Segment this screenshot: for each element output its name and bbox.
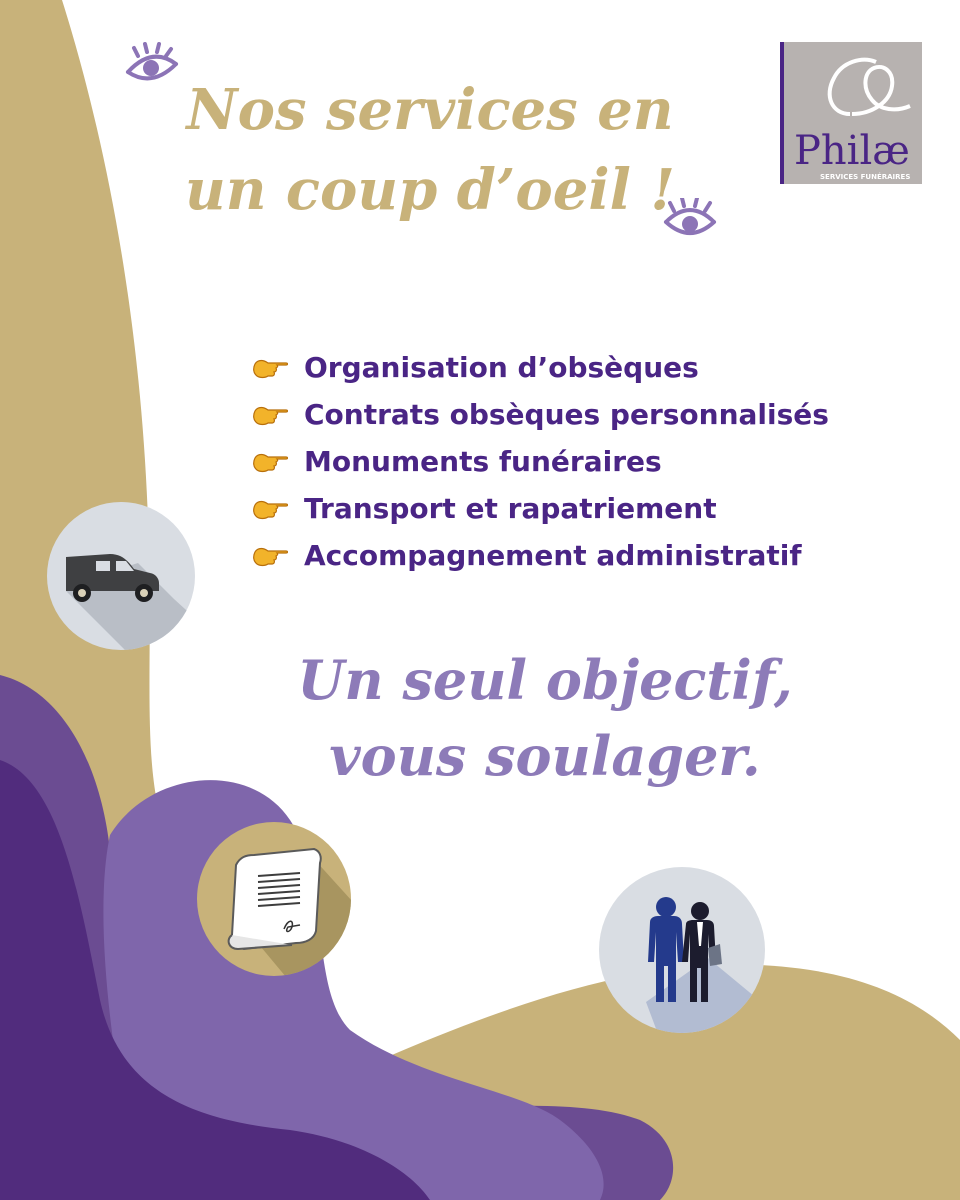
contract-scroll-icon	[196, 821, 352, 977]
logo-name: Philæ	[794, 128, 910, 174]
title-line-1: Nos services en	[186, 77, 674, 143]
philae-logo	[780, 42, 922, 184]
service-label: Monuments funéraires	[304, 445, 662, 478]
list-item	[252, 438, 829, 485]
list-item	[252, 532, 829, 579]
slogan	[250, 642, 840, 794]
pointing-hand-icon	[252, 450, 288, 474]
pointing-hand-icon	[252, 497, 288, 521]
slogan-line-1: Un seul objectif,	[297, 648, 793, 712]
pointing-hand-icon	[252, 356, 288, 380]
hearse-icon	[46, 501, 196, 651]
service-label: Contrats obsèques personnalisés	[304, 398, 829, 431]
title-line-2: un coup d’oeil !	[185, 157, 675, 223]
advisors-icon	[598, 866, 766, 1034]
slogan-line-2: vous soulager.	[329, 724, 761, 788]
list-item	[252, 485, 829, 532]
list-item	[252, 344, 829, 391]
service-label: Organisation d’obsèques	[304, 351, 699, 384]
services-list	[252, 344, 829, 579]
pointing-hand-icon	[252, 403, 288, 427]
page-title	[150, 70, 710, 230]
service-label: Transport et rapatriement	[304, 492, 717, 525]
service-label: Accompagnement administratif	[304, 539, 802, 572]
logo-tagline: SERVICES FUNÉRAIRES	[820, 173, 911, 181]
pointing-hand-icon	[252, 544, 288, 568]
list-item	[252, 391, 829, 438]
